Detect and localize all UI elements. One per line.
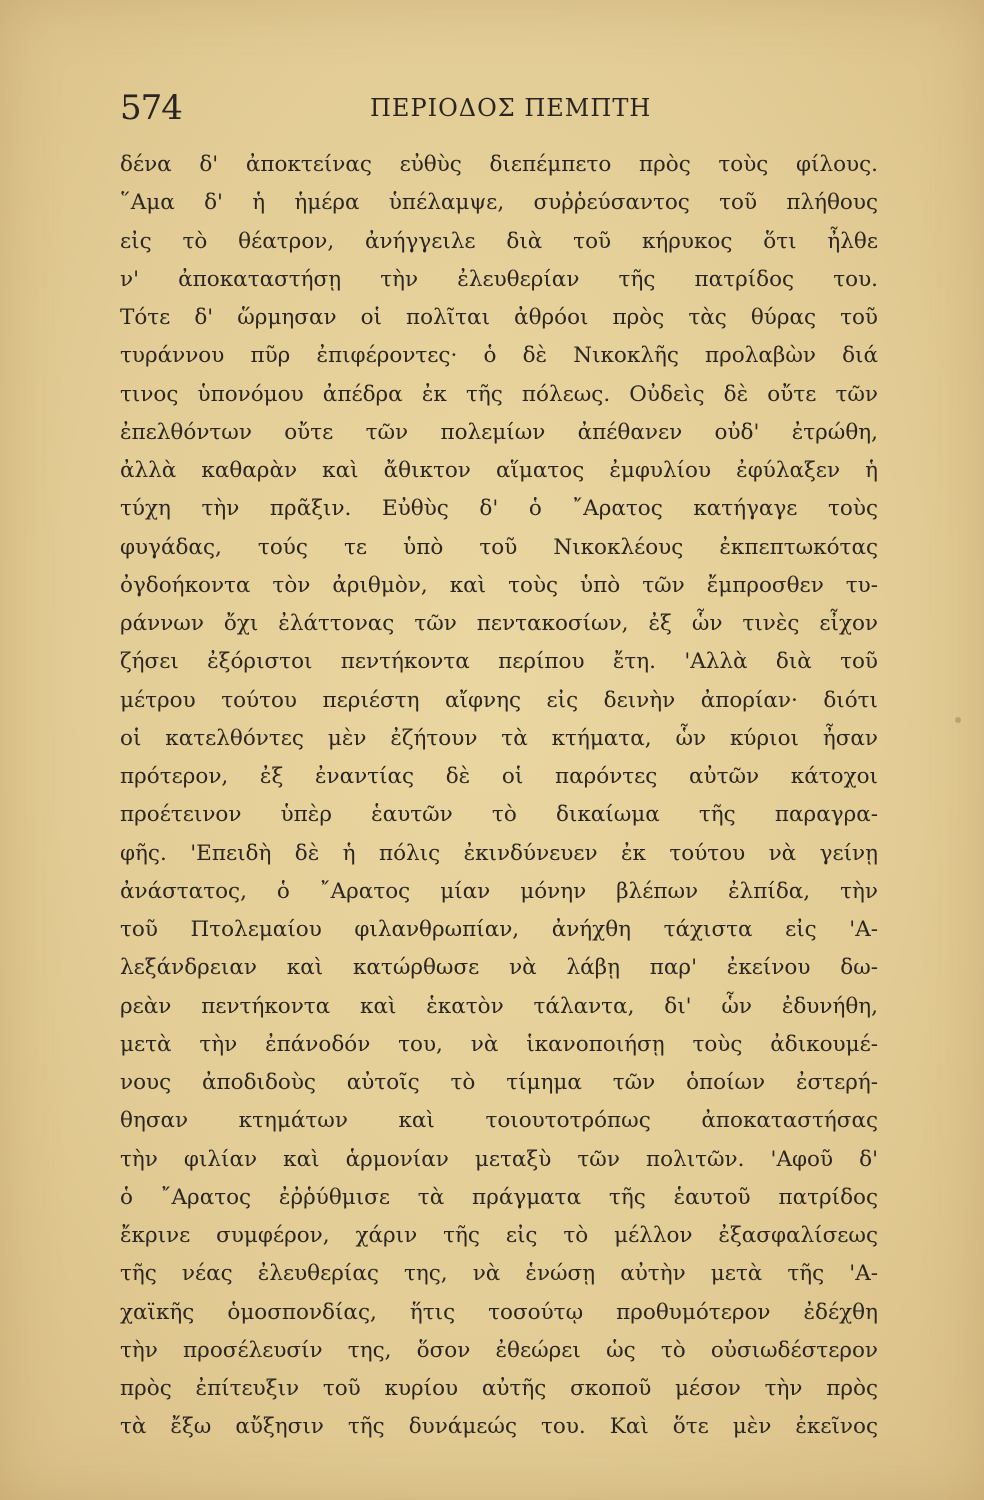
- running-head: ΠΕΡΙΟΔΟΣ ΠΕΜΠΤΗ: [370, 94, 652, 122]
- text-line: φῆς. 'Επειδὴ δὲ ἡ πόλις ἐκινδύνευεν ἐκ τούτου νὰ γείνῃ: [120, 840, 878, 866]
- page-header: [120, 88, 880, 128]
- text-line: φυγάδας, τούς τε ὑπὸ τοῦ Νικοκλέους ἐκπεπτωκότας: [120, 534, 878, 560]
- text-line: πρὸς ἐπίτευξιν τοῦ κυρίου αὐτῆς σκοποῦ μέσον τὴν πρὸς: [120, 1376, 878, 1401]
- text-line: τοῦ Πτολεμαίου φιλανθρωπίαν, ἀνήχθη τάχιστα εἰς 'Α-: [120, 917, 878, 942]
- text-line: τυράννου πῦρ ἐπιφέροντες· ὁ δὲ Νικοκλῆς προλαβὼν διά: [120, 343, 878, 369]
- paper-speck: [955, 717, 961, 723]
- text-line: ἐπελθόντων οὔτε τῶν πολεμίων ἀπέθανεν οὐδ' ἐτρώθη,: [120, 419, 878, 445]
- text-line: ζήσει ἐξόριστοι πεντήκοντα περίπου ἔτη. 'Αλλὰ διὰ τοῦ: [120, 649, 878, 675]
- text-line: ν' ἀποκαταστήσῃ τὴν ἐλευθερίαν τῆς πατρίδος του.: [120, 266, 878, 292]
- text-line: εἰς τὸ θέατρον, ἀνήγγειλε διὰ τοῦ κήρυκος ὅτι ἦλθε: [120, 228, 878, 254]
- text-line: μέτρου τούτου περιέστη αἴφνης εἰς δεινὴν ἀπορίαν· διότι: [120, 687, 878, 713]
- text-line: Τότε δ' ὥρμησαν οἱ πολῖται ἀθρόοι πρὸς τὰς θύρας τοῦ: [120, 305, 878, 330]
- text-line: τὴν προσέλευσίν της, ὅσον ἐθεώρει ὡς τὸ οὐσιωδέστερον: [120, 1337, 878, 1363]
- text-line: τὰ ἔξω αὔξησιν τῆς δυνάμεώς του. Καὶ ὅτε μὲν ἐκεῖνος: [120, 1414, 878, 1440]
- text-line: τῆς νέας ἐλευθερίας της, νὰ ἑνώσῃ αὐτὴν μετὰ τῆς 'Α-: [120, 1261, 878, 1287]
- page-number: 574: [120, 88, 182, 128]
- text-line: τύχη τὴν πρᾶξιν. Εὐθὺς δ' ὁ ῎Αρατος κατήγαγε τοὺς: [120, 496, 878, 522]
- text-line: ῞Αμα δ' ἡ ἡμέρα ὑπέλαμψε, συῤῥεύσαντος τοῦ πλήθους: [120, 190, 878, 216]
- text-line: ὁ ῎Αρατος ἐῤῥύθμισε τὰ πράγματα τῆς ἑαυτοῦ πατρίδος: [120, 1184, 878, 1210]
- text-line: ὀγδοήκοντα τὸν ἀριθμὸν, καὶ τοὺς ὑπὸ τῶν ἔμπροσθεν τυ-: [120, 572, 878, 598]
- text-line: τὴν φιλίαν καὶ ἁρμονίαν μεταξὺ τῶν πολιτῶν. 'Αφοῦ δ': [120, 1146, 878, 1172]
- text-line: οἱ κατελθόντες μὲν ἐζήτουν τὰ κτήματα, ὧν κύριοι ἦσαν: [120, 725, 878, 751]
- text-line: προέτεινον ὑπὲρ ἑαυτῶν τὸ δικαίωμα τῆς παραγρα-: [120, 802, 878, 828]
- text-line: λεξάνδρειαν καὶ κατώρθωσε νὰ λάβῃ παρ' ἐκείνου δω-: [120, 955, 878, 981]
- body-text: [120, 146, 878, 1447]
- text-line: δένα δ' ἀποκτείνας εὐθὺς διεπέμπετο πρὸς τοὺς φίλους.: [120, 152, 878, 177]
- text-line: νους ἀποδιδοὺς αὐτοῖς τὸ τίμημα τῶν ὁποίων ἐστερή-: [120, 1070, 878, 1095]
- text-line: ρεὰν πεντήκοντα καὶ ἑκατὸν τάλαντα, δι' ὧν ἐδυνήθη,: [120, 993, 878, 1019]
- text-line: ἔκρινε συμφέρον, χάριν τῆς εἰς τὸ μέλλον ἐξασφαλίσεως: [120, 1223, 878, 1248]
- text-line: ἀνάστατος, ὁ ῎Αρατος μίαν μόνην βλέπων ἐλπίδα, τὴν: [120, 878, 878, 904]
- text-line: θησαν κτημάτων καὶ τοιουτοτρόπως ἀποκαταστήσας: [120, 1108, 878, 1134]
- text-line: ἀλλὰ καθαρὰν καὶ ἄθικτον αἵματος ἐμφυλίου ἐφύλαξεν ἡ: [120, 458, 878, 483]
- text-line: ράννων ὄχι ἐλάττονας τῶν πεντακοσίων, ἐξ ὧν τινὲς εἶχον: [120, 611, 878, 636]
- text-line: τινος ὑπονόμου ἀπέδρα ἐκ τῆς πόλεως. Οὐδεὶς δὲ οὔτε τῶν: [120, 381, 878, 407]
- text-line: χαϊκῆς ὁμοσπονδίας, ἥτις τοσούτῳ προθυμότερον ἐδέχθη: [120, 1299, 878, 1325]
- text-line: μετὰ τὴν ἐπάνοδόν του, νὰ ἱκανοποιήσῃ τοὺς ἀδικουμέ-: [120, 1031, 878, 1057]
- text-line: πρότερον, ἐξ ἐναντίας δὲ οἱ παρόντες αὐτῶν κάτοχοι: [120, 764, 878, 789]
